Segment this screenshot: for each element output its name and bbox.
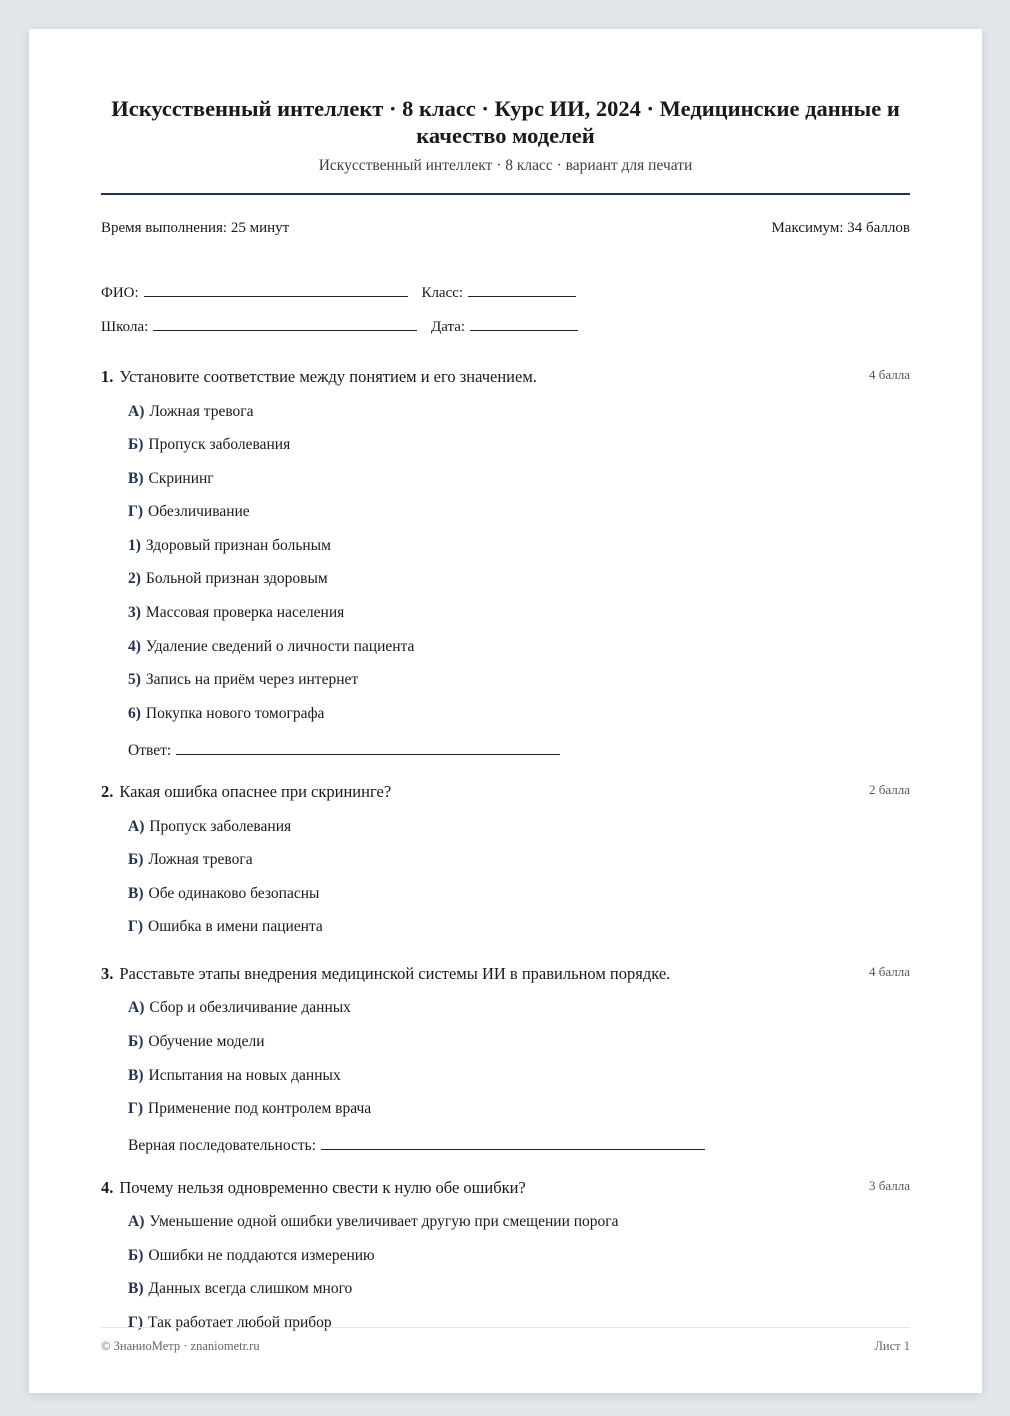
option-text: Покупка нового томографа xyxy=(145,705,325,722)
option-item xyxy=(128,503,250,521)
option-label: Б) xyxy=(128,851,144,868)
option-label: В) xyxy=(128,1280,144,1297)
option-text: Обезличивание xyxy=(148,503,250,520)
question-header xyxy=(101,1178,910,1198)
question-4 xyxy=(101,1178,910,1198)
page-content xyxy=(101,29,910,1393)
option-item xyxy=(128,851,253,869)
option-text: Удаление сведений о личности пациента xyxy=(145,638,415,655)
question-points: 4 балла xyxy=(869,964,910,979)
option-text: Так работает любой прибор xyxy=(148,1314,332,1331)
question-header xyxy=(101,367,910,387)
option-text: Ложная тревога xyxy=(149,403,254,420)
option-item xyxy=(128,999,351,1017)
option-label: Г) xyxy=(128,1314,144,1331)
option-label: В) xyxy=(128,1067,144,1084)
question-number: 2. xyxy=(101,782,114,801)
option-item xyxy=(128,1247,375,1265)
option-item xyxy=(128,1100,371,1118)
option-text: Пропуск заболевания xyxy=(149,818,292,835)
option-text: Сбор и обезличивание данных xyxy=(149,999,351,1016)
school-label: Школа: xyxy=(101,319,149,335)
question-header xyxy=(101,964,910,984)
option-label: А) xyxy=(128,818,145,835)
option-text: Обучение модели xyxy=(148,1033,265,1050)
question-2 xyxy=(101,782,910,802)
answer-label: Ответ: xyxy=(128,742,172,759)
page-subtitle: Искусственный интеллект · 8 класс · вариант для печати xyxy=(318,157,693,174)
answer-row xyxy=(128,739,560,760)
option-item xyxy=(128,885,319,903)
max-score: Максимум: 34 баллов xyxy=(771,220,910,236)
question-1 xyxy=(101,367,910,387)
option-text: Запись на приём через интернет xyxy=(145,671,359,688)
option-label: 4) xyxy=(128,638,141,655)
fio-class-row xyxy=(101,281,576,302)
option-label: Б) xyxy=(128,436,144,453)
date-field[interactable] xyxy=(470,315,578,331)
option-label: 2) xyxy=(128,570,141,587)
option-item xyxy=(128,470,214,488)
option-text: Обе одинаково безопасны xyxy=(148,885,320,902)
sheet-number: Лист 1 xyxy=(874,1339,910,1353)
meta-row xyxy=(101,220,910,237)
answer-field[interactable] xyxy=(176,739,560,755)
fio-label: ФИО: xyxy=(101,285,139,301)
option-item xyxy=(128,403,254,421)
option-label: Г) xyxy=(128,503,144,520)
option-item xyxy=(128,818,291,836)
option-label: 3) xyxy=(128,604,141,621)
option-label: В) xyxy=(128,885,144,902)
option-text: Ошибки не поддаются измерению xyxy=(148,1247,375,1264)
question-number: 1. xyxy=(101,367,114,386)
question-text: Установите соответствие между понятием и его значением. xyxy=(119,367,537,386)
question-3 xyxy=(101,964,910,984)
class-label: Класс: xyxy=(421,285,464,301)
option-item xyxy=(128,604,344,622)
option-item xyxy=(128,1213,619,1231)
option-label: 5) xyxy=(128,671,141,688)
option-item xyxy=(128,537,331,555)
option-item xyxy=(128,1067,341,1085)
question-points: 4 балла xyxy=(869,367,910,382)
option-label: А) xyxy=(128,403,145,420)
footer-divider xyxy=(101,1327,910,1328)
question-points: 3 балла xyxy=(869,1178,910,1193)
class-field[interactable] xyxy=(468,281,576,297)
sequence-answer-row xyxy=(128,1134,705,1155)
option-text: Ошибка в имени пациента xyxy=(148,918,323,935)
option-item xyxy=(128,638,414,656)
option-label: Г) xyxy=(128,918,144,935)
option-label: 6) xyxy=(128,705,141,722)
option-item xyxy=(128,1314,332,1332)
fio-field[interactable] xyxy=(144,281,408,297)
school-field[interactable] xyxy=(153,315,417,331)
page-title: Искусственный интеллект · 8 класс · Курс ИИ, 2024 · Медицинские данные и качество моделей xyxy=(111,96,900,148)
question-text: Какая ошибка опаснее при скрининге? xyxy=(119,782,392,801)
question-number: 3. xyxy=(101,964,114,983)
option-label: А) xyxy=(128,1213,145,1230)
option-text: Уменьшение одной ошибки увеличивает другую при смещении порога xyxy=(149,1213,619,1230)
option-label: Б) xyxy=(128,1247,144,1264)
option-label: 1) xyxy=(128,537,141,554)
option-label: В) xyxy=(128,470,144,487)
question-header xyxy=(101,782,910,802)
question-points: 2 балла xyxy=(869,782,910,797)
option-item xyxy=(128,436,290,454)
header-divider xyxy=(101,193,910,195)
option-item xyxy=(128,918,323,936)
option-text: Испытания на новых данных xyxy=(148,1067,341,1084)
option-label: Б) xyxy=(128,1033,144,1050)
option-label: Г) xyxy=(128,1100,144,1117)
option-text: Применение под контролем врача xyxy=(148,1100,372,1117)
time-limit: Время выполнения: 25 минут xyxy=(101,220,290,236)
option-item xyxy=(128,570,328,588)
option-text: Массовая проверка населения xyxy=(145,604,345,621)
sequence-answer-label: Верная последовательность: xyxy=(128,1137,317,1154)
option-item xyxy=(128,1280,352,1298)
worksheet-page xyxy=(29,29,982,1393)
question-number: 4. xyxy=(101,1178,114,1197)
option-item xyxy=(128,671,358,689)
school-date-row xyxy=(101,315,578,336)
option-label: А) xyxy=(128,999,145,1016)
page-footer xyxy=(101,1339,910,1354)
option-text: Ложная тревога xyxy=(148,851,253,868)
option-item xyxy=(128,1033,265,1051)
footer-copyright: © ЗнаниоМетр · znaniometr.ru xyxy=(101,1339,260,1353)
option-text: Здоровый признан больным xyxy=(145,537,331,554)
date-label: Дата: xyxy=(431,319,466,335)
option-text: Пропуск заболевания xyxy=(148,436,291,453)
question-text: Расставьте этапы внедрения медицинской системы ИИ в правильном порядке. xyxy=(119,964,671,983)
option-text: Больной признан здоровым xyxy=(145,570,328,587)
option-text: Данных всегда слишком много xyxy=(148,1280,353,1297)
option-item xyxy=(128,705,324,723)
question-text: Почему нельзя одновременно свести к нулю обе ошибки? xyxy=(119,1178,526,1197)
sequence-answer-field[interactable] xyxy=(321,1134,705,1150)
option-text: Скрининг xyxy=(148,470,214,487)
